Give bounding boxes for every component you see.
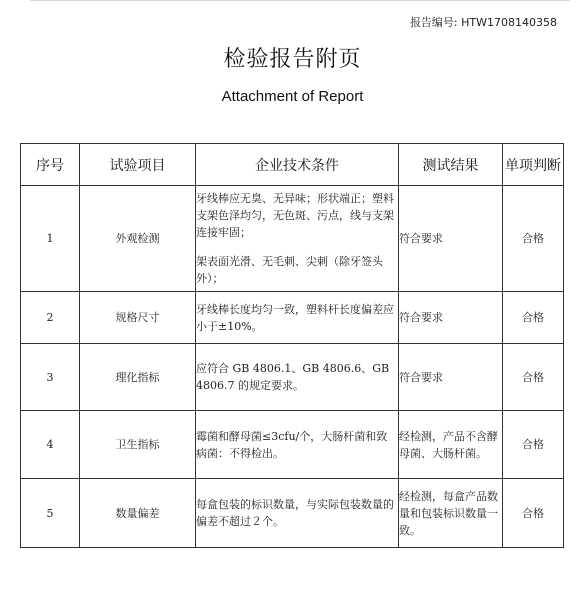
requirement-text: 每盒包装的标识数量，与实际包装数量的偏差不超过２个。 [196,498,394,528]
cell-no: 3 [21,344,80,411]
page-title-cn: 检验报告附页 [223,47,362,72]
cell-item: 理化指标 [80,344,196,411]
table-row [21,344,564,411]
table-row [21,479,564,548]
cell-result: 符合要求 [399,292,503,344]
cell-no: 4 [21,411,80,479]
cell-judgement: 合格 [503,411,564,479]
cell-no: 5 [21,479,80,548]
cell-result: 符合要求 [399,344,503,411]
cell-item: 规格尺寸 [80,292,196,344]
cell-result: 经检测，产品不含酵母菌、大肠杆菌。 [399,411,503,479]
requirement-text: 牙线棒应无臭、无异味；形状端正；塑料支架色泽均匀，无色斑、污点，线与支架连接牢固； [196,192,394,239]
table-row [21,186,564,292]
cell-judgement: 合格 [503,186,564,292]
cell-requirement [196,186,399,292]
header-no: 序号 [21,144,80,186]
cell-result: 经检测，每盒产品数量和包装标识数量一致。 [399,479,503,548]
header-requirement: 企业技术条件 [196,144,399,186]
page-title-en: Attachment of Report [221,88,364,105]
requirement-text: 应符合 GB 4806.1、GB 4806.6、GB 4806.7 的规定要求。 [196,362,390,392]
report-number: 报告编号: HTW1708140358 [409,16,557,29]
cell-item: 卫生指标 [80,411,196,479]
cell-requirement [196,344,399,411]
report-table [20,143,564,548]
cell-judgement: 合格 [503,292,564,344]
table-row [21,411,564,479]
table-row [21,292,564,344]
cell-item: 外观检测 [80,186,196,292]
cell-no: 1 [21,186,80,292]
header-result: 测试结果 [399,144,503,186]
header-item: 试验项目 [80,144,196,186]
requirement-text: 霉菌和酵母菌≤3cfu/个，大肠杆菌和致病菌：不得检出。 [196,429,388,460]
header-judgement: 单项判断 [503,144,564,186]
cell-judgement: 合格 [503,479,564,548]
cell-requirement [196,292,399,344]
table-header-row [21,144,564,186]
cell-result: 符合要求 [399,186,503,292]
cell-requirement [196,411,399,479]
requirement-text: 架表面光滑、无毛刺、尖刺（除牙签头外）； [196,255,383,285]
top-rule [30,0,570,1]
requirement-text: 牙线棒长度均匀一致，塑料杆长度偏差应小于±10%。 [196,302,394,333]
cell-judgement: 合格 [503,344,564,411]
cell-no: 2 [21,292,80,344]
cell-item: 数量偏差 [80,479,196,548]
cell-requirement [196,479,399,548]
